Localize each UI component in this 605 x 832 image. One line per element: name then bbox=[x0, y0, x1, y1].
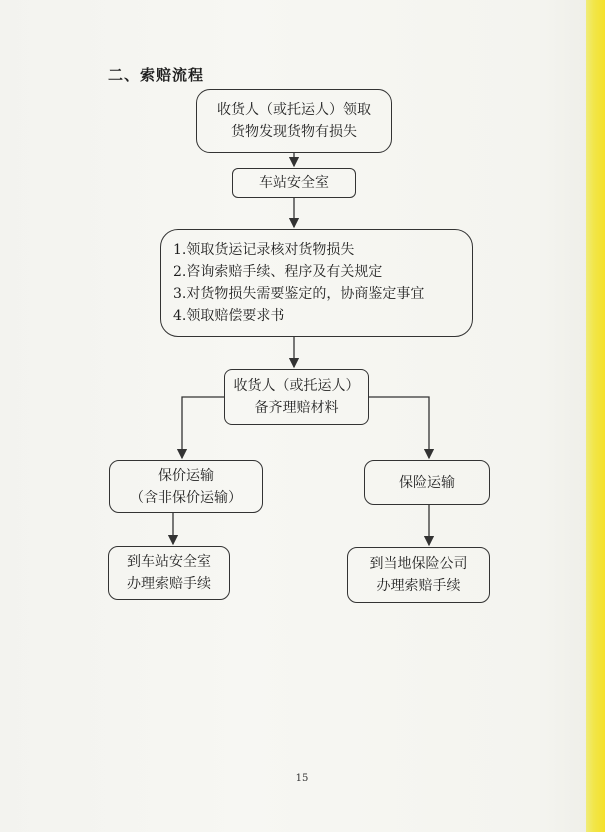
node-insurance bbox=[364, 460, 490, 505]
node-station-office bbox=[232, 168, 356, 198]
node-step-2: 2.咨询索赔手续、程序及有关规定 bbox=[173, 264, 383, 280]
node-consignee-discover bbox=[196, 89, 392, 153]
node-consignee-discover-line-1: 收货人（或托运人）领取 bbox=[217, 102, 371, 118]
node-insured-value bbox=[109, 460, 263, 513]
node-prepare-materials bbox=[224, 369, 369, 425]
node-station-handle bbox=[108, 546, 230, 600]
node-insurer-handle-line-1: 到当地保险公司 bbox=[369, 556, 468, 572]
node-insurer-handle-line-2: 办理索赔手续 bbox=[376, 578, 461, 594]
node-insured-value-line-1: 保价运输 bbox=[158, 467, 214, 484]
node-step-4: 4.领取赔偿要求书 bbox=[173, 308, 285, 324]
node-prepare-materials-line-1: 收货人（或托运人） bbox=[233, 378, 360, 394]
node-steps bbox=[160, 229, 473, 337]
node-insurer-handle bbox=[347, 547, 490, 603]
node-station-handle-line-1: 到车站安全室 bbox=[127, 554, 211, 570]
node-insured-value-line-2: （含非保价运输） bbox=[130, 489, 242, 506]
node-step-1: 1.领取货运记录核对货物损失 bbox=[173, 242, 355, 258]
node-prepare-materials-line-2: 备齐理赔材料 bbox=[254, 400, 339, 416]
page-number: 15 bbox=[295, 773, 309, 784]
node-insurance-label: 保险运输 bbox=[399, 474, 455, 491]
node-step-3: 3.对货物损失需要鉴定的，协商鉴定事宜 bbox=[173, 286, 425, 302]
arrow-to-insurance bbox=[369, 397, 429, 458]
section-title: 二、索赔流程 bbox=[108, 66, 205, 84]
arrow-to-insured-value bbox=[182, 397, 224, 458]
node-consignee-discover-line-2: 货物发现货物有损失 bbox=[231, 124, 357, 140]
node-station-office-label: 车站安全室 bbox=[259, 175, 329, 191]
node-station-handle-line-2: 办理索赔手续 bbox=[127, 576, 211, 592]
